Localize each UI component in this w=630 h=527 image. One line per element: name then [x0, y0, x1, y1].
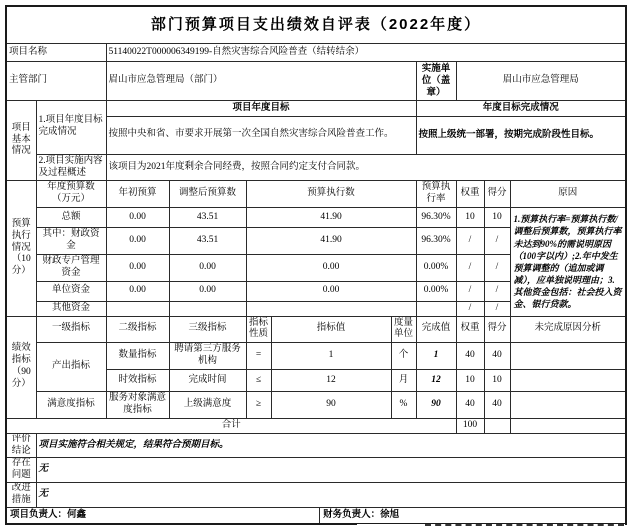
page	[0, 5, 630, 521]
ind-level2-value: 服务对象满意度指标	[106, 392, 169, 419]
budget-weight-value: /	[456, 281, 484, 301]
department-value: 眉山市应急管理局（部门）	[106, 62, 416, 101]
ind-reason-value	[510, 343, 626, 370]
ind-level2-value: 数量指标	[106, 343, 169, 370]
ind-score-value: 40	[484, 392, 510, 419]
budget-executed-value: 41.90	[246, 228, 416, 255]
total-weight-value: 100	[456, 418, 484, 433]
ind-nature-value: ≥	[246, 392, 271, 419]
ind-weight-value: 40	[456, 343, 484, 370]
total-score-cell	[484, 418, 510, 433]
budget-score-value: /	[484, 281, 510, 301]
budget-adjusted-value: 0.00	[169, 281, 246, 301]
budget-row-label: 总额	[36, 208, 106, 228]
ind-weight-value: 10	[456, 370, 484, 392]
ind-target-value: 90	[271, 392, 391, 419]
ind-actual-value: 1	[416, 343, 456, 370]
ind-score-value: 10	[484, 370, 510, 392]
ind-level2-header: 二级指标	[106, 316, 169, 343]
section-indicators: 绩效指标（90分）	[6, 316, 36, 418]
budget-weight-value: /	[456, 301, 484, 316]
conclusion-label: 评价结论	[6, 433, 36, 458]
improvements-label: 改进措施	[6, 483, 36, 508]
budget-rate-value	[416, 301, 456, 316]
ind-unit-value: %	[391, 392, 416, 419]
completion-header: 年度目标完成情况	[416, 100, 626, 116]
goal-text: 按照中央和省、市要求开展第一次全国自然灾害综合风险普查工作。	[106, 116, 416, 154]
ind-nature-value: ≤	[246, 370, 271, 392]
section-basic-info: 项目基本情况	[6, 100, 36, 181]
ind-reason-value	[510, 392, 626, 419]
ind-score-value: 40	[484, 343, 510, 370]
summary-text: 该项目为2021年度剩余合同经费，按照合同约定支付合同款。	[106, 154, 626, 181]
ind-level1-value: 满意度指标	[36, 392, 106, 419]
budget-weight-value: 10	[456, 208, 484, 228]
budget-weight-value: /	[456, 228, 484, 255]
ind-actual-value: 12	[416, 370, 456, 392]
total-label: 合计	[6, 418, 456, 433]
budget-adjusted-header: 调整后预算数	[169, 181, 246, 208]
budget-row-label: 其中：财政资金	[36, 228, 106, 255]
budget-adjusted-value	[169, 301, 246, 316]
budget-adjusted-value: 43.51	[169, 228, 246, 255]
ind-level3-value: 完成时间	[169, 370, 246, 392]
budget-initial-value: 0.00	[106, 281, 169, 301]
budget-weight-header: 权重	[456, 181, 484, 208]
ind-level2-value: 时效指标	[106, 370, 169, 392]
conclusion-text: 项目实施符合相关规定，结果符合预期目标。	[36, 433, 626, 458]
ind-level3-header: 三级指标	[169, 316, 246, 343]
implementing-unit-label: 实施单位（盖章）	[416, 62, 456, 101]
budget-executed-value: 0.00	[246, 254, 416, 281]
budget-executed-value	[246, 301, 416, 316]
budget-score-value: /	[484, 228, 510, 255]
budget-executed-header: 预算执行数	[246, 181, 416, 208]
evaluation-table	[5, 5, 627, 525]
ind-target-header: 指标值	[271, 316, 391, 343]
ind-unit-value: 个	[391, 343, 416, 370]
budget-score-value: /	[484, 301, 510, 316]
ind-level3-value: 聘请第三方服务机构	[169, 343, 246, 370]
ind-weight-header: 权重	[456, 316, 484, 343]
ind-reason-value	[510, 370, 626, 392]
budget-initial-value: 0.00	[106, 208, 169, 228]
budget-executed-value: 41.90	[246, 208, 416, 228]
issues-text: 无	[36, 458, 626, 483]
budget-rate-header: 预算执行率	[416, 181, 456, 208]
ind-target-value: 1	[271, 343, 391, 370]
footer-row	[6, 507, 626, 524]
budget-executed-value: 0.00	[246, 281, 416, 301]
budget-reason-note: 1.预算执行率=预算执行数/调整后预算数，预算执行率未达到90%的需说明原因（100字以内）;2.年中发生预算调整的（追加或调减），应单独说明理由；3.其他资金包括：社会投入资金、银行贷款。	[510, 208, 626, 316]
budget-score-header: 得分	[484, 181, 510, 208]
completion-text: 按照上级统一部署，按期完成阶段性目标。	[416, 116, 626, 154]
budget-row-label: 单位资金	[36, 281, 106, 301]
ind-actual-value: 90	[416, 392, 456, 419]
budget-row-label: 其他资金	[36, 301, 106, 316]
ind-nature-value: =	[246, 343, 271, 370]
budget-rate-value: 96.30%	[416, 228, 456, 255]
finance-manager: 财务负责人：徐旭	[319, 508, 625, 523]
form-title: 部门预算项目支出绩效自评表（2022年度）	[6, 6, 626, 44]
budget-initial-value: 0.00	[106, 254, 169, 281]
budget-adjusted-value: 43.51	[169, 208, 246, 228]
summary-row-label: 2.项目实施内容及过程概述	[36, 154, 106, 181]
project-name-label: 项目名称	[6, 44, 106, 62]
ind-unit-header: 度量单位	[391, 316, 416, 343]
budget-adjusted-value: 0.00	[169, 254, 246, 281]
section-budget: 预算执行情况（10分）	[6, 181, 36, 316]
ind-level1-value: 产出指标	[36, 343, 106, 392]
ind-reason-header: 未完成原因分析	[510, 316, 626, 343]
ind-nature-header: 指标性质	[246, 316, 271, 343]
goal-header: 项目年度目标	[106, 100, 416, 116]
table-row	[6, 343, 626, 370]
budget-reason-header: 原因	[510, 181, 626, 208]
total-reason-cell	[510, 418, 626, 433]
table-row	[6, 208, 626, 228]
ind-actual-header: 完成值	[416, 316, 456, 343]
ind-level3-value: 上级满意度	[169, 392, 246, 419]
ind-weight-value: 40	[456, 392, 484, 419]
ind-level1-header: 一级指标	[36, 316, 106, 343]
budget-initial-header: 年初预算	[106, 181, 169, 208]
issues-label: 存在问题	[6, 458, 36, 483]
ind-score-header: 得分	[484, 316, 510, 343]
budget-rate-value: 96.30%	[416, 208, 456, 228]
goal-row-label: 1.项目年度目标完成情况	[36, 100, 106, 154]
footer-container	[7, 508, 625, 523]
scan-artifact-dashed-line	[425, 524, 624, 526]
self-evaluation-form	[5, 5, 625, 525]
project-name-value: 51140022T000006349199-自然灾害综合风险普查（结转结余）	[106, 44, 626, 62]
department-label: 主管部门	[6, 62, 106, 101]
budget-weight-value: /	[456, 254, 484, 281]
budget-rate-value: 0.00%	[416, 281, 456, 301]
budget-initial-value: 0.00	[106, 228, 169, 255]
budget-col-label-header: 年度预算数（万元）	[36, 181, 106, 208]
implementing-unit-value: 眉山市应急管理局	[456, 62, 626, 101]
budget-score-value: /	[484, 254, 510, 281]
table-row	[6, 392, 626, 419]
ind-unit-value: 月	[391, 370, 416, 392]
project-manager: 项目负责人：何鑫	[10, 509, 87, 521]
improvements-text: 无	[36, 483, 626, 508]
budget-rate-value: 0.00%	[416, 254, 456, 281]
ind-target-value: 12	[271, 370, 391, 392]
budget-initial-value	[106, 301, 169, 316]
budget-score-value: 10	[484, 208, 510, 228]
budget-row-label: 财政专户管理资金	[36, 254, 106, 281]
